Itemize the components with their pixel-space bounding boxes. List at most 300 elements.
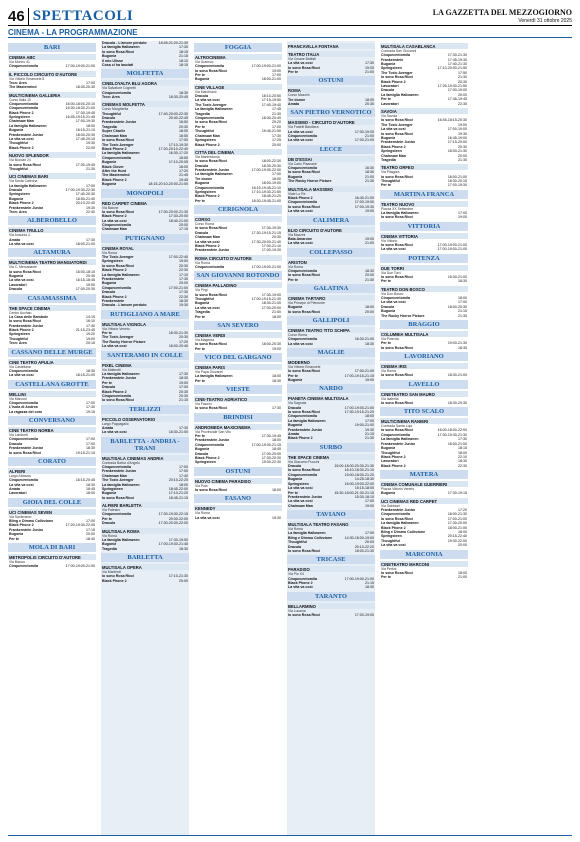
cinema-address: Via Sabbioni: [381, 503, 400, 508]
showtimes: 17:40-20:30: [75, 192, 95, 197]
film-title: La vita va così: [381, 300, 406, 305]
film-title: Chainsaw Man: [288, 503, 313, 508]
film-row: [8, 537, 96, 541]
cinema-address: Via Roma: [381, 369, 396, 374]
film-row: [287, 585, 375, 589]
film-title: Cinquecentomila: [195, 265, 224, 270]
city-heading: MAGLIE: [287, 348, 375, 357]
film-title: Io sono Rosa Ricci: [381, 215, 414, 220]
cinema-name: BELLARMINO: [287, 603, 375, 609]
showtimes: 20:00: [365, 540, 374, 545]
film-title: Bugonia: [288, 477, 303, 482]
film-title: Cinquecentomila: [195, 64, 224, 69]
showtimes: 17:00: [86, 437, 95, 442]
showtimes: 19:00: [365, 378, 374, 382]
showtimes: 18:00: [179, 129, 188, 134]
film-title: Io sono Rosa Ricci: [381, 275, 414, 279]
cinema-address: Via Santa Caterina: [9, 179, 38, 184]
film-title: Io sono Rosa Ricci: [9, 269, 42, 274]
film-row: [287, 378, 375, 382]
showtimes: 17:00-21:00: [354, 369, 374, 374]
film-title: La vita va così: [195, 239, 220, 244]
film-title: Springsteen: [381, 534, 402, 539]
showtimes: 17:30-19:30-22:15: [158, 512, 188, 517]
film-row: [287, 102, 375, 106]
showtimes: 17:30: [272, 406, 281, 411]
film-row: [380, 183, 468, 187]
city-heading: TITO SCALO: [380, 407, 468, 416]
film-row: [101, 430, 189, 434]
showtimes: 21:15: [179, 54, 188, 59]
showtimes: 16:45-19:15-21:45: [65, 115, 95, 120]
showtimes: 21:00: [458, 575, 467, 580]
film-title: Tragedia: [195, 310, 210, 315]
film-title: Springsteen: [102, 487, 123, 491]
showtimes: 19:00: [179, 380, 188, 385]
film-title: Chainsaw Man: [9, 119, 34, 124]
masthead-right: [433, 9, 572, 25]
showtimes: 18:15-19:45-21:10: [251, 185, 281, 190]
film-row: [380, 373, 468, 377]
showtimes: 20:00: [272, 142, 281, 147]
city-heading: VICO DEL GARGANO: [194, 353, 282, 362]
film-title: Bugonia: [102, 542, 117, 547]
film-title: Io sono Rosa Ricci: [288, 65, 321, 70]
city-heading: CORATO: [8, 457, 96, 466]
showtimes: 20:10-22:20: [354, 544, 374, 549]
showtimes: 17:30-19:45: [75, 162, 95, 167]
showtimes: 21:15: [458, 309, 467, 314]
cinema-name: CINE TEATRO APULIA: [8, 359, 96, 365]
city-heading: PUTIGNANO: [101, 234, 189, 243]
showtimes: 22:30: [179, 294, 188, 299]
showtimes: 17:20: [179, 168, 188, 173]
showtimes: 17:00-19:00: [447, 127, 467, 132]
film-title: Black Phone 2: [9, 201, 34, 206]
cinema-address: Via Magenta: [195, 338, 214, 343]
showtimes: 17:45-19:30: [447, 57, 467, 62]
film-row: [101, 398, 189, 402]
cinema-address: Via Vittorio Veneto: [102, 326, 130, 331]
film-row: [8, 210, 96, 214]
city-heading: TARANTO: [287, 592, 375, 601]
showtimes: 19:00: [179, 259, 188, 264]
cinema-name: CINEMA VERDI: [194, 332, 282, 338]
cinema-address: Via Principe di Piemonte: [288, 300, 325, 305]
film-title: Thoughtful: [381, 178, 400, 183]
film-title: Per te: [381, 183, 391, 188]
film-title: Cinquecentomila: [288, 268, 317, 273]
showtimes: 17:00-20:00: [261, 305, 281, 310]
showtimes: 19:30: [86, 205, 95, 210]
cinema-address: Via Pertini: [381, 566, 397, 571]
showtimes: 17:00-19:00-21:00: [65, 564, 95, 569]
cinema-name: MULTISALA TEATRO FASANO: [287, 521, 375, 527]
cinema-name: PIXEL CINEMA: [101, 362, 189, 368]
showtimes: 17:30-19:00: [168, 537, 188, 542]
showtimes: 16:50: [179, 155, 188, 160]
film-row: [287, 241, 375, 245]
cinema-name: CINEMA COMUNALE GUERRIERI: [380, 481, 468, 487]
showtimes: 17:30: [86, 405, 95, 410]
showtimes: 18:30: [365, 341, 374, 346]
showtimes: 17:10-19:30-21:50: [251, 189, 281, 194]
showtimes: 19:20: [86, 332, 95, 337]
film-title: Cinquecentomila: [195, 185, 224, 190]
showtimes: 18:40-21:00: [168, 218, 188, 223]
city-heading: CASAMASSIMA: [8, 294, 96, 303]
film-row: [8, 287, 96, 291]
showtimes: 18:00-21:30: [447, 512, 467, 517]
cinema-name: CINEMA TEATRO TITO SCHIPA: [287, 327, 375, 333]
showtimes: 19:30: [458, 131, 467, 136]
city-heading: SANTERAMO IN COLLE: [101, 351, 189, 360]
showtimes: 18:15: [179, 63, 188, 68]
showtimes: 17:20-19:30-22:05: [65, 523, 95, 528]
showtimes: 17:00: [86, 518, 95, 523]
cinema-address: Via Vittorio Emanuele 8: [9, 76, 45, 81]
showtimes: 17:40: [179, 473, 188, 478]
city-heading: MONOPOLI: [101, 189, 189, 198]
film-title: Per te: [195, 346, 205, 351]
film-title: Bugonia: [102, 182, 117, 187]
showtimes: 21:30: [458, 313, 467, 318]
showtimes: 18:15: [179, 49, 188, 54]
showtimes: 18:30: [365, 170, 374, 175]
showtimes: 16:10: [86, 319, 95, 324]
cinema-name: KENNEDY: [194, 505, 282, 511]
showtimes: 22:40: [86, 209, 95, 214]
showtimes: 17:30-20:30: [261, 455, 281, 460]
cinema-address: Via Isabella: [381, 396, 399, 401]
cinema-name: ROMA: [287, 87, 375, 93]
showtimes: 17:40: [86, 323, 95, 328]
showtimes: 21:30: [458, 75, 467, 80]
film-title: Cinquecentomila: [9, 437, 38, 442]
showtimes: 18:30: [179, 376, 188, 381]
film-title: Cinquecentomila: [102, 155, 131, 160]
film-title: La vita va così: [288, 209, 313, 214]
showtimes: 21:00: [365, 174, 374, 179]
city-heading: SAN GIOVANNI ROTONDO: [194, 271, 282, 280]
showtimes: 21:30: [365, 436, 374, 441]
film-row: [101, 547, 189, 551]
film-title: Cinquecentomila: [102, 285, 131, 290]
cinema-address: Via Papa Giovanni: [195, 370, 224, 375]
city-heading: GIOIA DEL COLLE: [8, 498, 96, 507]
showtimes: 18:30-19:45-21:00: [251, 198, 281, 203]
showtimes: 17:00-19:00-21:00: [251, 64, 281, 69]
film-title: Per te: [102, 331, 112, 336]
cinema-name: SAVOIA: [380, 108, 468, 114]
film-title: Dracula: [195, 451, 209, 456]
film-title: La vita va così: [195, 98, 220, 103]
film-title: Frankenstein Junior: [381, 441, 416, 446]
showtimes: 18:15: [458, 446, 467, 451]
masthead: [8, 6, 572, 26]
film-title: Per te: [102, 516, 112, 521]
cinema-name: ANDROMEDA MAXICINEMA: [194, 424, 282, 430]
film-title: Cinquecentomila: [288, 414, 317, 419]
film-title: Frankenstein Junior: [195, 167, 230, 172]
cinema-address: Via Monno 41: [9, 60, 30, 64]
film-row: [8, 341, 96, 345]
film-title: Io sono Rosa Ricci: [288, 273, 321, 278]
showtimes: 17:00-19:00: [447, 88, 467, 93]
film-title: Bugonia: [381, 309, 396, 314]
showtimes: 17:30-20:30-22:00: [158, 521, 188, 526]
film-title: Black Phone 2: [381, 144, 406, 149]
showtimes: 17:45: [272, 107, 281, 112]
film-title: La famiglia Halloween: [381, 210, 419, 215]
showtimes: 19:00-21:00: [354, 423, 374, 428]
showtimes: 19:00: [365, 503, 374, 508]
showtimes: 16:30-17:20: [168, 151, 188, 156]
film-row: [101, 182, 189, 186]
film-title: Frankenstein Junior: [102, 376, 137, 381]
film-title: Per te: [195, 73, 205, 78]
showtimes: 17:30: [179, 290, 188, 295]
film-title: Io sono Rosa Ricci: [195, 406, 228, 411]
cinema-address: Via Santeramo: [9, 514, 32, 519]
film-title: Cinquecentomila: [195, 442, 224, 447]
showtimes: 17:00-19:30: [261, 248, 281, 253]
cinema-address: Corso Margherita: [102, 107, 129, 112]
film-title: La vita va così: [9, 137, 34, 142]
city-heading: CALIMERA: [287, 216, 375, 225]
film-title: Black Phone 2: [195, 142, 220, 147]
cinema-name: RED CARPET CINEMA: [101, 200, 189, 206]
film-row: [8, 373, 96, 377]
column: [194, 41, 282, 836]
cinema-address: Via Gramsci: [195, 60, 214, 64]
film-title: Cinquecentomila: [195, 116, 224, 121]
showtimes: 18:00: [272, 487, 281, 492]
showtimes: 18:00-21:00: [75, 241, 95, 246]
film-title: Tron: Ares: [9, 341, 27, 346]
showtimes: 22:30: [179, 268, 188, 273]
showtimes: 19:15-21:15: [75, 450, 95, 455]
city-heading: MARTINA FRANCA: [380, 190, 468, 199]
film-row: [194, 265, 282, 269]
showtimes: 17:40-21:30: [447, 62, 467, 67]
film-title: Amata: [102, 425, 113, 430]
film-title: Frankenstein: [102, 299, 125, 304]
film-title: Amata: [9, 486, 20, 491]
showtimes: 17:30-19:00: [261, 292, 281, 297]
film-title: Dracula: [9, 441, 23, 446]
showtimes: 19:00: [458, 215, 467, 220]
film-title: La famiglia Halloween: [288, 418, 326, 423]
film-title: Thoughtful: [102, 111, 121, 116]
film-title: Io sono Rosa Ricci: [288, 612, 321, 617]
film-row: [194, 460, 282, 464]
film-title: Bala Amarone: [288, 236, 313, 241]
film-row: [8, 410, 96, 414]
film-title: Springsteen: [9, 332, 30, 337]
page-subtitle: CINEMA - LA PROGRAMMAZIONE: [8, 26, 572, 38]
showtimes: 16:50: [179, 133, 188, 138]
film-row: [194, 406, 282, 410]
film-row: [194, 248, 282, 252]
cinema-address: Contrada Barba d'Angelo: [102, 460, 140, 465]
film-title: Io sono Rosa Ricci: [288, 204, 321, 209]
film-title: Chainsaw Man: [381, 153, 406, 158]
showtimes: 18:00-21:00: [447, 441, 467, 446]
film-title: Bugonia: [9, 532, 24, 537]
cinema-name: CINEMA TRULLO: [8, 227, 96, 233]
film-title: Frankenstein Junior: [381, 507, 416, 512]
column: [287, 41, 375, 836]
city-heading: TERLIZZI: [101, 405, 189, 414]
film-title: Tron: Ares: [102, 95, 120, 100]
cinema-address: Via Manfredi: [102, 570, 121, 575]
showtimes: 17:00: [458, 300, 467, 305]
film-title: Tre donne: [288, 97, 306, 102]
film-title: Per te: [288, 373, 298, 378]
cinema-address: Via Carlo Pisacane: [288, 161, 317, 166]
film-title: Per te: [195, 378, 205, 383]
showtimes: 18:45-22:00: [168, 487, 188, 491]
showtimes: 17:30-21:30: [447, 53, 467, 58]
column: [8, 41, 96, 836]
city-heading: ALBEROBELLO: [8, 216, 96, 225]
showtimes: 17:10-20:05: [168, 160, 188, 165]
cinema-name: NUOVO CINEMA PARADISO: [194, 478, 282, 484]
cinema-address: Via Matteotti: [102, 367, 121, 372]
showtimes: 18:40: [272, 447, 281, 452]
cinema-address: Via Due Torri: [381, 270, 401, 275]
film-title: Cinquecentomila: [9, 101, 38, 106]
city-heading: TAVIANO: [287, 510, 375, 519]
showtimes: 17:00: [179, 385, 188, 390]
showtimes: 18:00: [458, 529, 467, 534]
city-heading: CONVERSANO: [8, 416, 96, 425]
film-title: Io sono Rosa Ricci: [381, 118, 414, 123]
film-title: Tron: Ares: [9, 209, 27, 214]
showtimes: 20:15: [86, 341, 95, 346]
film-title: Black Phone 2: [195, 194, 220, 199]
film-title: Tragedia: [195, 111, 210, 116]
showtimes: 19:30: [365, 427, 374, 432]
cinema-address: Contrada San Giovanni: [381, 49, 417, 53]
film-title: Black Phone 2: [9, 145, 34, 150]
film-title: Cinquecentomila: [288, 576, 317, 581]
film-title: Black Phone 2: [381, 525, 406, 530]
film-title: Frankenstein Junior: [195, 248, 230, 253]
film-title: Chainsaw Man: [102, 227, 127, 232]
showtimes: 16:15-18:45: [75, 278, 95, 283]
film-title: La famiglia Halloween: [102, 45, 140, 50]
film-title: Per te: [288, 277, 298, 282]
cinema-address: Via Roma: [288, 527, 303, 532]
film-title: Springsteen: [288, 481, 309, 486]
city-heading: BARLETTA - ANDRIA - TRANI: [101, 437, 189, 453]
film-title: Bugonia: [195, 77, 210, 82]
film-row: [380, 247, 468, 251]
film-title: Io sono Rosa Ricci: [381, 345, 414, 350]
film-title: Super Charlie: [102, 129, 126, 134]
cinema-name: THE SPACE CINEMA: [287, 454, 375, 460]
film-title: Frankenstein Junior: [9, 323, 44, 328]
showtimes: 16:30-18:30-21:00: [65, 106, 95, 111]
showtimes: 20:30: [179, 393, 188, 398]
film-title: Io sono Rosa Ricci: [102, 398, 135, 403]
showtimes: 18:30: [179, 546, 188, 551]
film-title: Per te: [195, 314, 205, 319]
film-row: [194, 347, 282, 351]
cinema-name: CITTA DEL CINEMA: [194, 149, 282, 155]
city-heading: GALLIPOLI: [287, 316, 375, 325]
film-title: Per te: [195, 124, 205, 129]
film-title: Per te: [9, 536, 19, 541]
showtimes: 14:25-18:30: [354, 477, 374, 482]
city-heading: BRINDISI: [194, 413, 282, 422]
city-heading: VITTORIA: [380, 222, 468, 231]
showtimes: 20:30: [272, 235, 281, 240]
film-title: Chainsaw Man: [102, 473, 127, 478]
showtimes: 18:00: [272, 176, 281, 181]
film-title: Io sono Rosa Ricci: [9, 450, 42, 455]
cinema-address: Via Buccari 24: [9, 158, 31, 163]
film-row: [101, 303, 189, 307]
showtimes: 18:00-22:30: [261, 159, 281, 164]
city-heading: LAVELLO: [380, 380, 468, 389]
showtimes: 17:30-19:30-21:30: [437, 432, 467, 437]
film-title: The Mastermind: [9, 85, 37, 90]
showtimes: 19:00: [272, 68, 281, 73]
cinema-name: DB D'ESSAI: [287, 156, 375, 162]
showtimes: 15:15-18:00: [354, 486, 374, 491]
showtimes: 18:50-21:40: [75, 196, 95, 201]
film-row: [287, 310, 375, 314]
showtimes: 21:15: [365, 432, 374, 437]
showtimes: 19:00-21:30: [447, 341, 467, 346]
film-title: Cinquecentomila: [102, 393, 131, 398]
cinema-name: ALFIERI BARLETTA: [101, 502, 189, 508]
showtimes: 16:45-19:00: [447, 135, 467, 140]
showtimes: 20:00: [365, 309, 374, 314]
film-title: Bugonia: [195, 447, 210, 452]
film-title: Dracula: [288, 464, 302, 469]
city-heading: BARI: [8, 43, 96, 52]
film-title: Thoughtful: [381, 538, 400, 543]
showtimes: 17:00-19:00: [354, 612, 374, 617]
film-row: [194, 199, 282, 203]
showtimes: 16:00-18:00-20:10: [65, 101, 95, 106]
film-title: La vita va così: [288, 341, 313, 346]
showtimes: 18:00-20:30: [261, 342, 281, 347]
cinema-name: TEATRO ITALIA: [287, 51, 375, 57]
showtimes: 20:30: [179, 124, 188, 129]
showtimes: 17:00-21:10: [261, 244, 281, 248]
film-title: La vita va così: [102, 430, 127, 435]
film-title: The Rocky Horror Picture: [102, 339, 146, 344]
film-title: Io sono Rosa Ricci: [9, 162, 42, 167]
showtimes: 18:00-21:30: [354, 548, 374, 553]
showtimes: 18:45-21:20: [261, 194, 281, 199]
city-heading: NARDO: [287, 384, 375, 393]
film-title: Io sono Rosa Ricci: [9, 319, 42, 324]
showtimes: 18:30: [365, 585, 374, 590]
showtimes: 17:15: [179, 227, 188, 232]
film-title: Per te: [381, 279, 391, 284]
showtimes: 18:30: [179, 90, 188, 95]
cinema-name: ELIO CIRCUITO D'AUTORE: [287, 227, 375, 233]
film-title: Springsteen: [195, 460, 216, 465]
showtimes: 17:15-19:50: [261, 98, 281, 103]
cinema-name: TEATRO NUOVO: [380, 201, 468, 207]
